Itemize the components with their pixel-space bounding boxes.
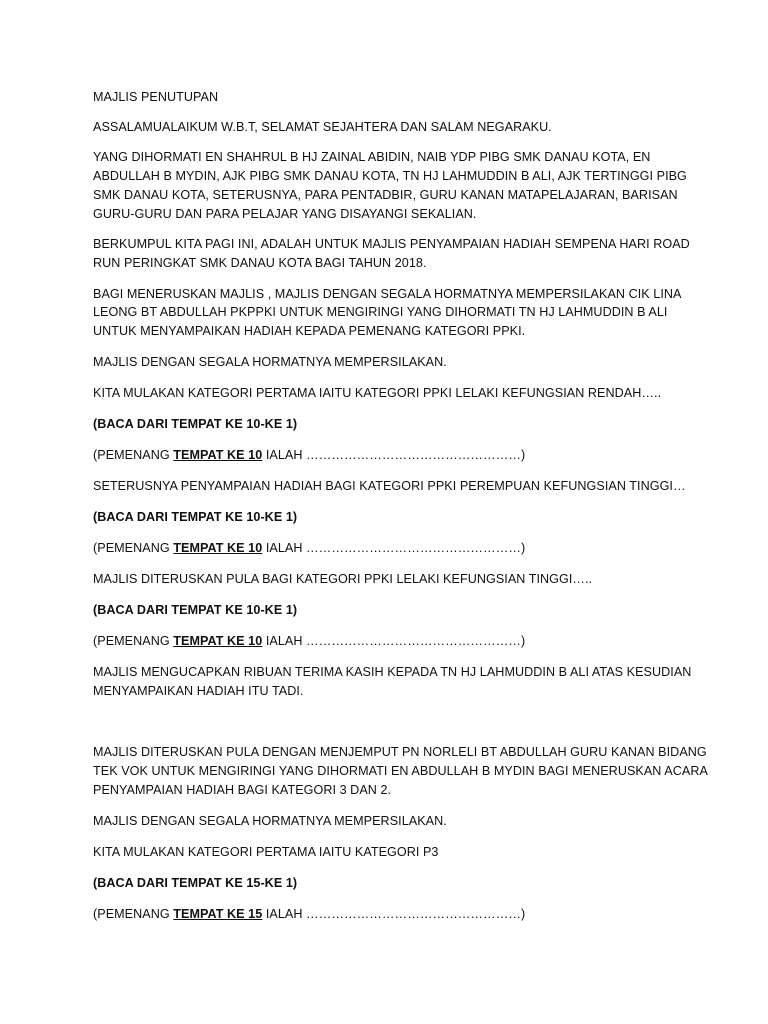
winner-suffix: IALAH ……………………………………………): [262, 634, 526, 648]
read-instruction-2: (BACA DARI TEMPAT KE 10-KE 1): [93, 510, 298, 524]
winner-line-1: [93, 446, 525, 466]
winner-line-4: [93, 905, 525, 925]
winner-suffix: IALAH ……………………………………………): [262, 448, 526, 462]
paragraph-11: KITA MULAKAN KATEGORI PERTAMA IAITU KATEGORI P3: [93, 845, 439, 859]
paragraph-4: MAJLIS DENGAN SEGALA HORMATNYA MEMPERSILAKAN.: [93, 355, 447, 369]
paragraph-8-line-1: MAJLIS MENGUCAPKAN RIBUAN TERIMA KASIH KEPADA TN HJ LAHMUDDIN B ALI ATAS KESUDIAN: [93, 665, 692, 679]
read-instruction-4: (BACA DARI TEMPAT KE 15-KE 1): [93, 876, 298, 890]
paragraph-1-line-2: ABDULLAH B MYDIN, AJK PIBG SMK DANAU KOTA, TN HJ LAHMUDDIN B ALI, AJK TERTINGGI PIBG: [93, 169, 687, 183]
winner-prefix: (PEMENANG: [93, 541, 174, 555]
paragraph-1-line-1: YANG DIHORMATI EN SHAHRUL B HJ ZAINAL ABIDIN, NAIB YDP PIBG SMK DANAU KOTA, EN: [93, 150, 651, 164]
paragraph-9-line-1: MAJLIS DITERUSKAN PULA DENGAN MENJEMPUT PN NORLELI BT ABDULLAH GURU KANAN BIDANG: [93, 745, 707, 759]
paragraph-5: KITA MULAKAN KATEGORI PERTAMA IAITU KATEGORI PPKI LELAKI KEFUNGSIAN RENDAH…..: [93, 386, 662, 400]
paragraph-3-line-1: BAGI MENERUSKAN MAJLIS , MAJLIS DENGAN SEGALA HORMATNYA MEMPERSILAKAN CIK LINA: [93, 287, 682, 301]
paragraph-2-line-1: BERKUMPUL KITA PAGI INI, ADALAH UNTUK MAJLIS PENYAMPAIAN HADIAH SEMPENA HARI ROAD: [93, 237, 690, 251]
winner-prefix: (PEMENANG: [93, 634, 174, 648]
paragraph-2-line-2: RUN PERINGKAT SMK DANAU KOTA BAGI TAHUN 2018.: [93, 256, 427, 270]
paragraph-10: MAJLIS DENGAN SEGALA HORMATNYA MEMPERSILAKAN.: [93, 814, 447, 828]
paragraph-1-line-3: SMK DANAU KOTA, SETERUSNYA, PARA PENTADBIR, GURU KANAN MATAPELAJARAN, BARISAN: [93, 188, 678, 202]
winner-place: TEMPAT KE 15: [173, 907, 263, 921]
paragraph-6: SETERUSNYA PENYAMPAIAN HADIAH BAGI KATEGORI PPKI PEREMPUAN KEFUNGSIAN TINGGI…: [93, 479, 686, 493]
read-instruction-3: (BACA DARI TEMPAT KE 10-KE 1): [93, 603, 298, 617]
winner-suffix: IALAH ……………………………………………): [262, 907, 526, 921]
paragraph-7: MAJLIS DITERUSKAN PULA BAGI KATEGORI PPKI LELAKI KEFUNGSIAN TINGGI…..: [93, 572, 593, 586]
document-title: MAJLIS PENUTUPAN: [93, 90, 219, 104]
read-instruction-1: (BACA DARI TEMPAT KE 10-KE 1): [93, 417, 298, 431]
paragraph-9-line-3: PENYAMPAIAN HADIAH BAGI KATEGORI 3 DAN 2.: [93, 783, 392, 797]
greeting-text: ASSALAMUALAIKUM W.B.T, SELAMAT SEJAHTERA DAN SALAM NEGARAKU.: [93, 120, 552, 134]
paragraph-3-line-3: UNTUK MENYAMPAIKAN HADIAH KEPADA PEMENANG KATEGORI PPKI.: [93, 324, 526, 338]
winner-place: TEMPAT KE 10: [173, 541, 263, 555]
winner-line-3: [93, 632, 525, 652]
winner-prefix: (PEMENANG: [93, 907, 174, 921]
winner-line-2: [93, 539, 525, 559]
paragraph-8-line-2: MENYAMPAIKAN HADIAH ITU TADI.: [93, 684, 304, 698]
paragraph-3-line-2: LEONG BT ABDULLAH PKPPKI UNTUK MENGIRINGI YANG DIHORMATI TN HJ LAHMUDDIN B ALI: [93, 305, 668, 319]
winner-place: TEMPAT KE 10: [173, 634, 263, 648]
winner-prefix: (PEMENANG: [93, 448, 174, 462]
paragraph-9-line-2: TEK VOK UNTUK MENGIRINGI YANG DIHORMATI EN ABDULLAH B MYDIN BAGI MENERUSKAN ACARA: [93, 764, 708, 778]
winner-suffix: IALAH ……………………………………………): [262, 541, 526, 555]
paragraph-1-line-4: GURU-GURU DAN PARA PELAJAR YANG DISAYANGI SEKALIAN.: [93, 207, 477, 221]
winner-place: TEMPAT KE 10: [173, 448, 263, 462]
